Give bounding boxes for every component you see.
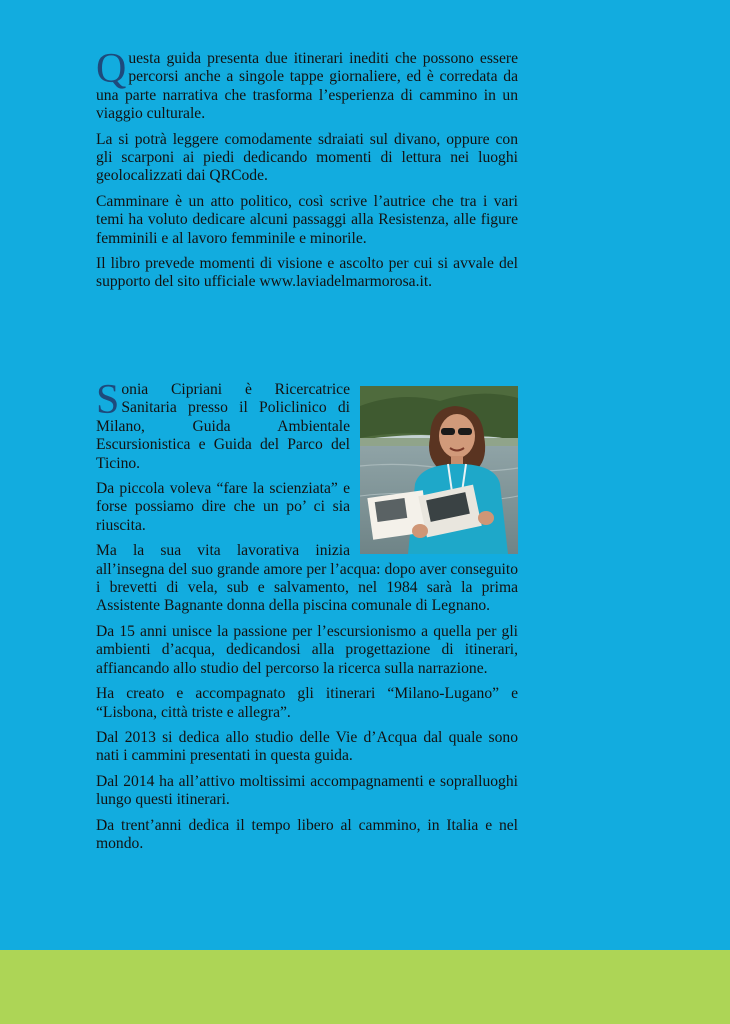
author-photo [360, 386, 518, 554]
bio-paragraph: Da 15 anni unisce la passione per l’escursionismo a quella per gli ambienti d’acqua, dedicandosi alla progettazione di itinerari, affiancando allo studio del percorso la ricerca sulla narrazione. [96, 622, 518, 677]
footer-band [0, 950, 730, 1024]
intro-paragraph: Il libro prevede momenti di visione e ascolto per cui si avvale del supporto del sito ufficiale www.laviadelmarmorosa.it. [96, 255, 518, 291]
bio-paragraph: S onia Cipriani è Ricercatrice Sanitaria presso il Policlinico di Milano, Guida Ambientale Escursionistica e Guida del Parco del Ticino. [96, 381, 518, 473]
author-bio [96, 377, 518, 860]
bio-dropcap: S [96, 377, 120, 423]
book-description [96, 46, 518, 299]
bio-paragraph: Ha creato e accompagnato gli itinerari “Milano-Lugano” e “Lisbona, città triste e allegra”. [96, 685, 518, 721]
bio-paragraph: Dal 2013 si dedica allo studio delle Vie d’Acqua dal quale sono nati i cammini presentati in questa guida. [96, 728, 518, 765]
intro-paragraph: Camminare è un atto politico, così scrive l’autrice che tra i vari temi ha voluto dedicare alcuni passaggi alla Resistenza, alle figure femminili e al lavoro femminile e minorile. [96, 192, 518, 247]
bio-paragraph: Ma la sua vita lavorativa inizia all’insegna del suo grande amore per l’acqua: dopo aver conseguito i brevetti di vela, sub e salvamento, nel 1984 sarà la prima Assistente Bagnante donna della piscina comunale di Legnano. [96, 542, 518, 615]
intro-dropcap: Q [96, 46, 127, 92]
bio-paragraph: Da piccola voleva “fare la scienziata” e forse possiamo dire che un po’ ci sia riuscita. [96, 480, 350, 534]
bio-paragraph: Da trent’anni dedica il tempo libero al cammino, in Italia e nel mondo. [96, 816, 518, 852]
bio-paragraph: Dal 2014 ha all’attivo moltissimi accompagnamenti e sopralluoghi lungo questi itinerari. [96, 772, 518, 809]
intro-paragraph: Questa guida presenta due itinerari inediti che possono essere percorsi anche a singole tappe giornaliere, ed è corredata da una parte narrativa che trasforma l’esperienza di cammino in un viaggio culturale. [96, 46, 518, 123]
intro-paragraph: La si potrà leggere comodamente sdraiati sul divano, oppure con gli scarponi ai piedi dedicando momenti di lettura nei luoghi geolocalizzati dai QRCode. [96, 130, 518, 185]
